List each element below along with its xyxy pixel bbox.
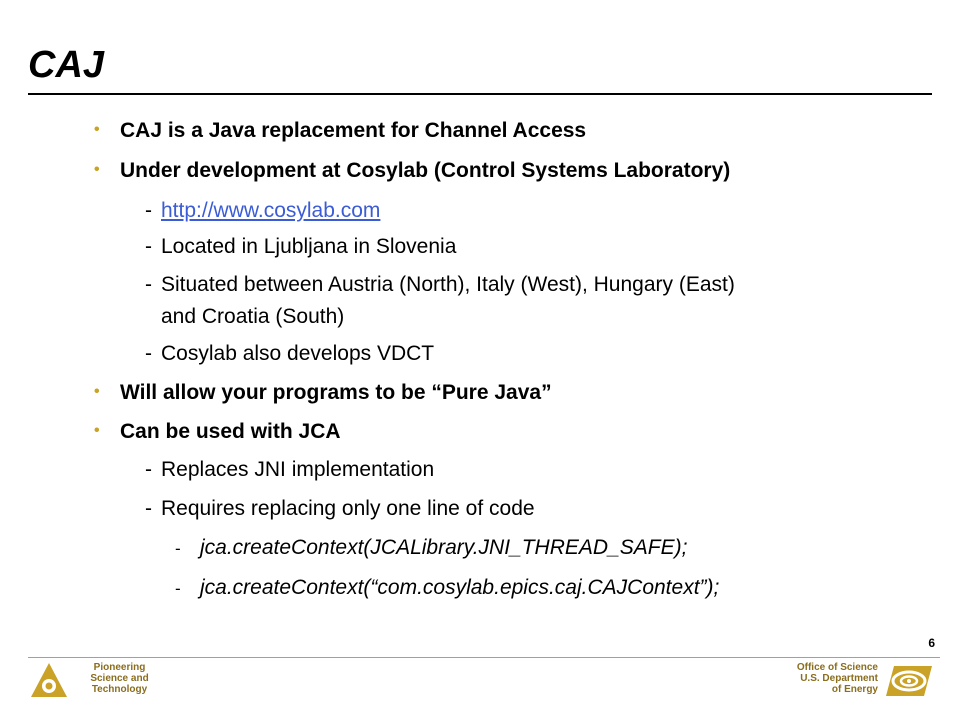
code-line: jca.createContext(JCALibrary.JNI_THREAD_SAFE);: [200, 536, 688, 559]
bullet-text: Under development at Cosylab (Control Systems Laboratory): [120, 159, 731, 182]
page-number: 6: [928, 636, 935, 650]
slide-title: CAJ: [28, 44, 105, 86]
bullet-item: [94, 420, 341, 444]
sub-bullet-text: Replaces JNI implementation: [161, 458, 435, 481]
footer-right-line: Office of Science: [796, 662, 878, 673]
bullet-icon: •: [94, 121, 100, 138]
dash-icon: -: [145, 273, 152, 296]
dash-icon: -: [145, 199, 152, 222]
argonne-triangle-logo-icon: [30, 662, 68, 698]
dash-icon: -: [175, 539, 181, 558]
code-line: jca.createContext(“com.cosylab.epics.caj.CAJContext”);: [200, 576, 720, 599]
sub-bullet-text: Cosylab also develops VDCT: [161, 342, 435, 365]
dash-icon: -: [145, 342, 152, 365]
footer-right-line: U.S. Department: [800, 673, 878, 684]
footer-left-text: [72, 662, 167, 695]
bullet-text: Will allow your programs to be “Pure Java”: [120, 381, 552, 404]
doe-swirl-logo-icon: [880, 660, 938, 700]
footer-right-line: of Energy: [831, 684, 878, 695]
dash-icon: -: [145, 235, 152, 258]
bullet-text: CAJ is a Java replacement for Channel Access: [120, 119, 587, 142]
dash-icon: -: [175, 579, 181, 598]
sub-bullet-text: and Croatia (South): [161, 305, 345, 328]
footer-left-line: Science and: [90, 673, 149, 684]
bullet-item: [94, 381, 552, 405]
footer-left-line: Technology: [91, 684, 148, 695]
bullet-icon: •: [94, 422, 100, 439]
footer-left-line: Pioneering: [93, 662, 146, 673]
sub-bullet-text: Located in Ljubljana in Slovenia: [161, 235, 457, 258]
sub-bullet-text: Situated between Austria (North), Italy (West), Hungary (East): [161, 273, 735, 296]
footer-divider: [28, 657, 940, 658]
bullet-item: [94, 159, 731, 183]
dash-icon: -: [145, 497, 152, 520]
footer-left-branding: [30, 662, 149, 703]
cosylab-link[interactable]: http://www.cosylab.com: [161, 199, 381, 222]
footer-right-text: [797, 662, 878, 695]
bullet-icon: •: [94, 161, 100, 178]
bullet-item: [94, 119, 587, 143]
dash-icon: -: [145, 458, 152, 481]
sub-bullet-text: Requires replacing only one line of code: [161, 497, 535, 520]
bullet-text: Can be used with JCA: [120, 420, 341, 443]
bullet-icon: •: [94, 383, 100, 400]
